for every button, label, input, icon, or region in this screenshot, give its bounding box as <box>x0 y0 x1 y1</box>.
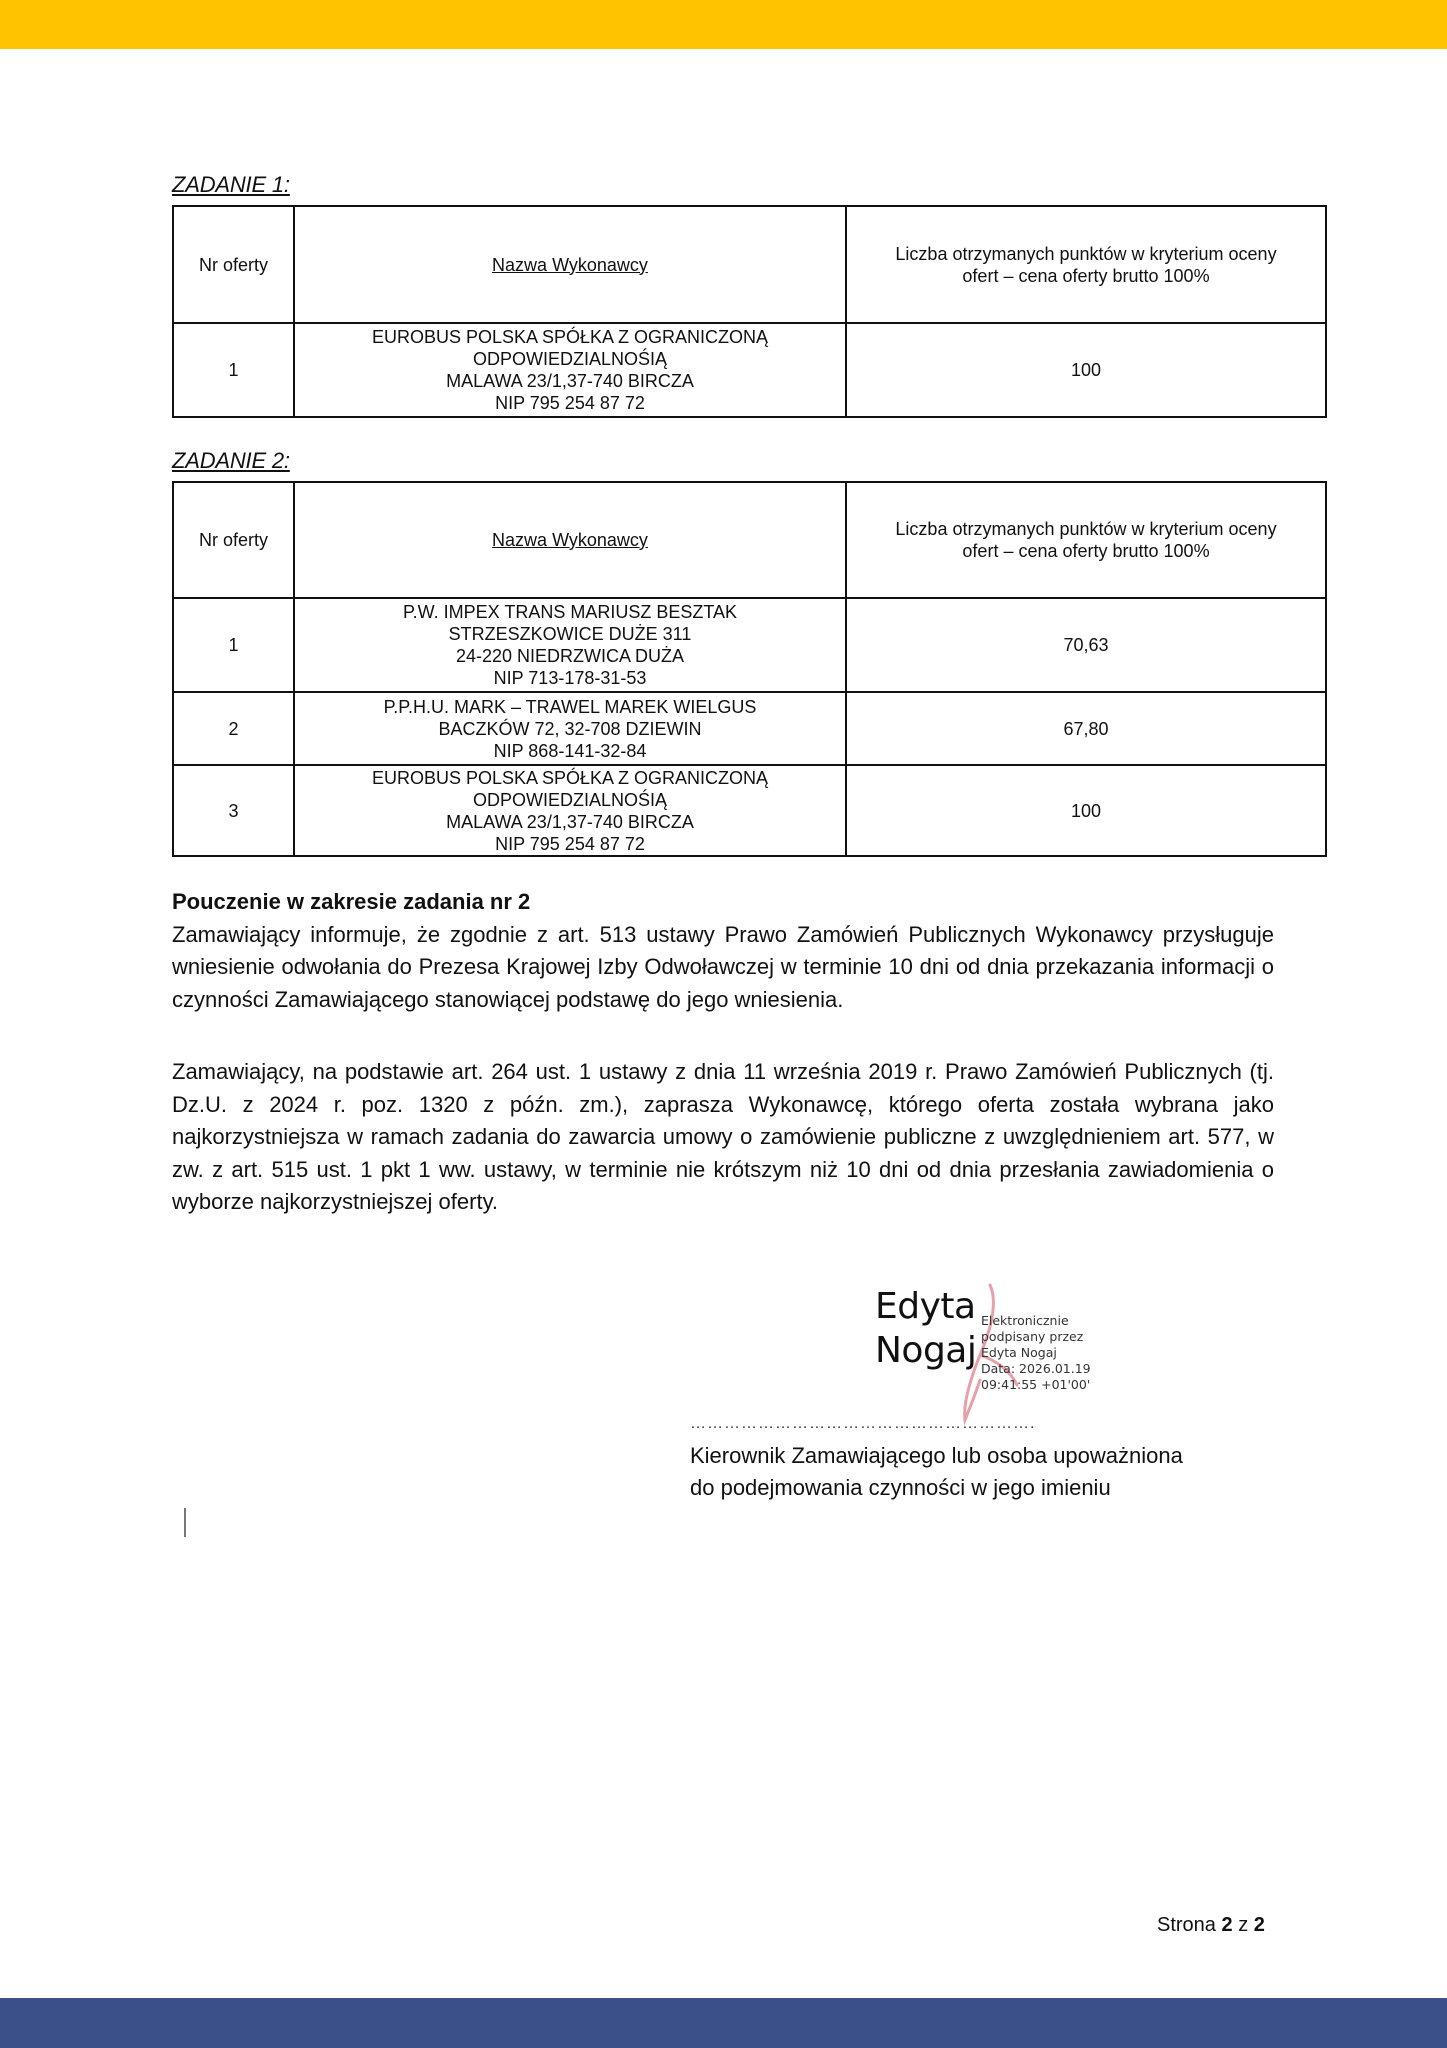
instruction-paragraph-1: Zamawiający informuje, że zgodnie z art. 513 ustawy Prawo Zamówień Publicznych Wykonawcy przysługuje wniesienie odwołania do Prezesa Krajowej Izby Odwoławczej w terminie 10 dni od dnia przekazania informacji o czynności Zamawiającego stanowiącej podstawę do jego wniesienia. <box>172 921 1274 1012</box>
signer-role: Kierownik Zamawiającego lub osoba upoważniona do podejmowania czynności w jego imieniu <box>690 1443 1183 1500</box>
cell-points: 70,63 <box>846 598 1326 692</box>
header-nr: Nr oferty <box>173 482 294 598</box>
cell-points: 100 <box>846 323 1326 417</box>
header-name: Nazwa Wykonawcy <box>294 482 846 598</box>
invitation-paragraph: Zamawiający, na podstawie art. 264 ust. 1 ustawy z dnia 11 września 2019 r. Prawo Zamówień Publicznych (tj. Dz.U. z 2024 r. poz. 1320 z późn. zm.), zaprasza Wykonawcę, którego oferta została wybrana jako najkorzystniejsza w ramach zadania do zawarcia umowy o zamówienie publiczne z uwzględnieniem art. 577, w zw. z art. 515 ust. 1 pkt 1 ww. ustawy, w terminie nie krótszym niż 10 dni od dnia przesłania zawiadomienia o wyborze najkorzystniejszej oferty. <box>172 1059 1274 1214</box>
header-accent-bar <box>0 0 1447 49</box>
table-row <box>173 598 1326 692</box>
footer-accent-bar <box>0 1998 1447 2048</box>
cell-contractor: EUROBUS POLSKA SPÓŁKA Z OGRANICZONĄ ODPOWIEDZIALNOŚIĄ MALAWA 23/1,37-740 BIRCZA NIP 795 254 87 72 <box>294 323 846 417</box>
table-row <box>173 323 1326 417</box>
instruction-title: Pouczenie w zakresie zadania nr 2 <box>172 889 531 914</box>
cell-contractor: P.W. IMPEX TRANS MARIUSZ BESZTAK STRZESZKOWICE DUŻE 311 24-220 NIEDRZWICA DUŻA NIP 713-178-31-53 <box>294 598 846 692</box>
table-row <box>173 765 1326 856</box>
page-number: Strona 2 z 2 <box>1157 1914 1265 1936</box>
cell-nr: 1 <box>173 323 294 417</box>
signature-details: Elektronicznie podpisany przez Edyta Nogaj Data: 2026.01.19 09:41:55 +01'00' <box>981 1313 1091 1392</box>
cell-points: 100 <box>846 765 1326 856</box>
header-name: Nazwa Wykonawcy <box>294 206 846 323</box>
text-cursor <box>184 1508 186 1537</box>
cell-nr: 3 <box>173 765 294 856</box>
table-header-row <box>173 206 1326 323</box>
electronic-signature <box>875 1285 1135 1425</box>
instruction-block <box>172 886 1274 1016</box>
cell-contractor: P.P.H.U. MARK – TRAWEL MAREK WIELGUS BACZKÓW 72, 32-708 DZIEWIN NIP 868-141-32-84 <box>294 692 846 765</box>
offers-table-zadanie-2 <box>172 481 1327 857</box>
header-nr: Nr oferty <box>173 206 294 323</box>
signature-dotted-line: ……………………………………………………. <box>690 1415 1036 1432</box>
signer-name: Edyta Nogaj <box>875 1286 977 1371</box>
offers-table-zadanie-1 <box>172 205 1327 418</box>
section-title-zadanie-1: ZADANIE 1: <box>172 172 290 197</box>
table-row <box>173 692 1326 765</box>
header-points: Liczba otrzymanych punktów w kryterium oceny ofert – cena oferty brutto 100% <box>846 206 1326 323</box>
cell-nr: 2 <box>173 692 294 765</box>
cell-nr: 1 <box>173 598 294 692</box>
cell-points: 67,80 <box>846 692 1326 765</box>
header-points: Liczba otrzymanych punktów w kryterium oceny ofert – cena oferty brutto 100% <box>846 482 1326 598</box>
cell-contractor: EUROBUS POLSKA SPÓŁKA Z OGRANICZONĄ ODPOWIEDZIALNOŚIĄ MALAWA 23/1,37-740 BIRCZA NIP 795 254 87 72 <box>294 765 846 856</box>
table-header-row <box>173 482 1326 598</box>
section-title-zadanie-2: ZADANIE 2: <box>172 448 290 473</box>
